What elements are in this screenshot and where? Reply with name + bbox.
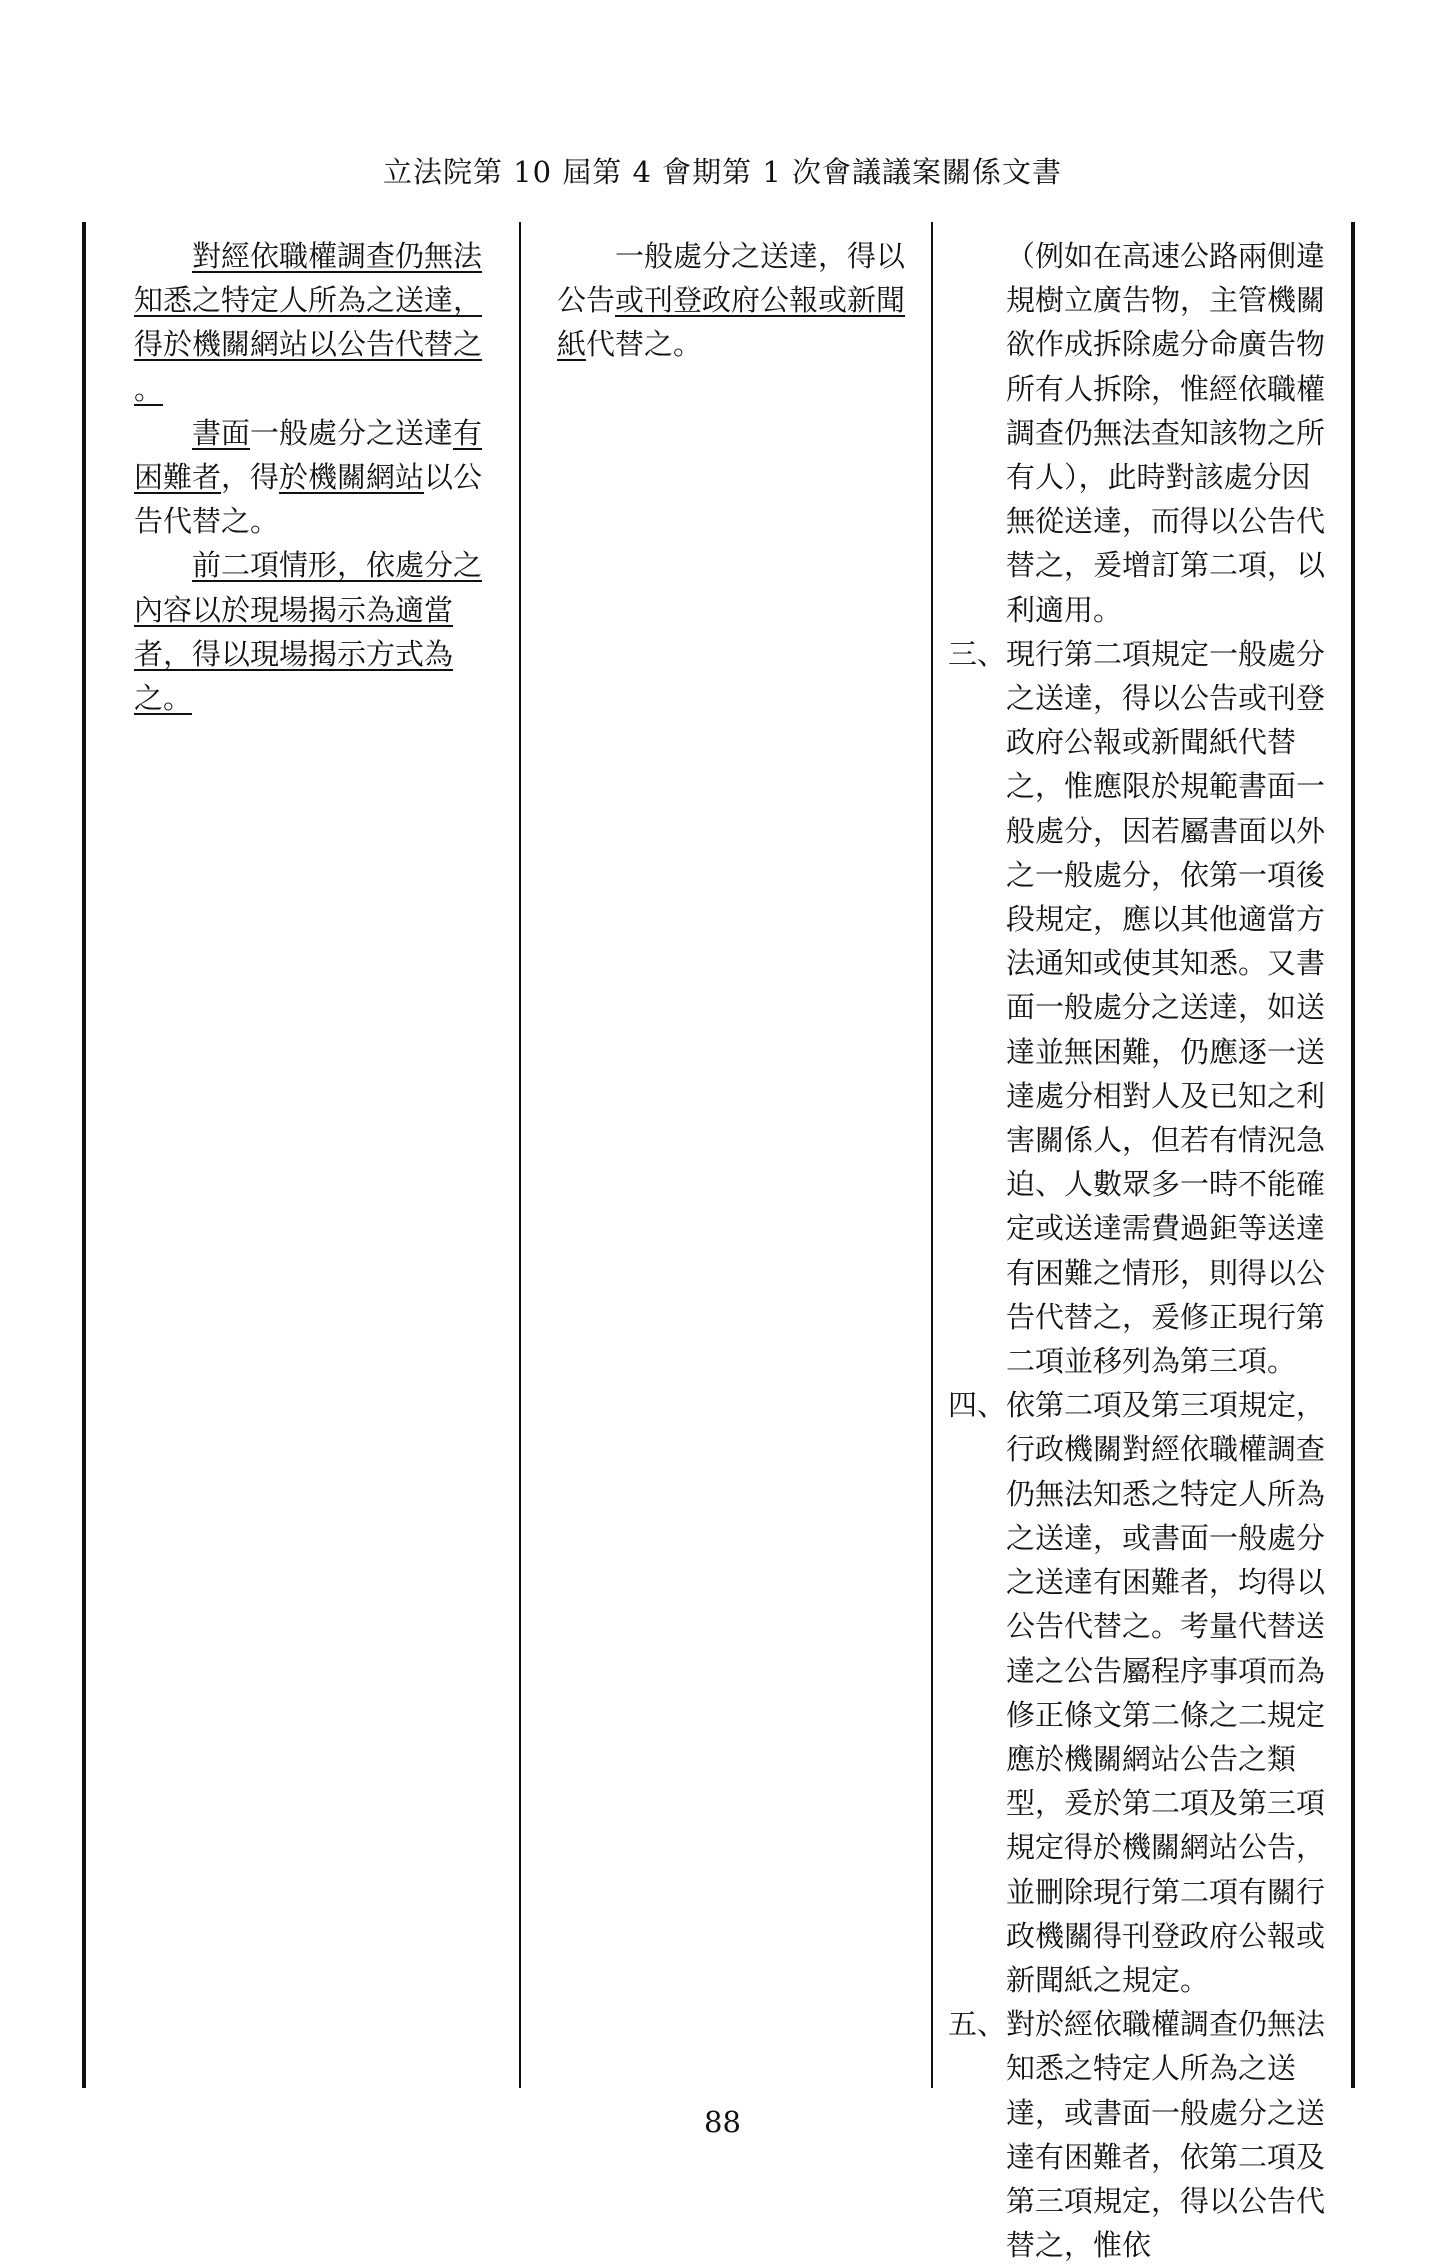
explanation-item-text: 現行第二項規定一般處分之送達，得以公告或刊登政府公報或新聞紙代替之，惟應限於規範書面一般處分，因若屬書面以外之一般處分，依第一項後段規定，應以其他適當方法通知或使其知悉。又書面一般處分之送達，如送達並無困難，仍應逐一送達處分相對人及已知之利害關係人，但若有情況急迫、人數眾多一時不能確定或送達需費過鉅等送達有困難之情形，則得以公告代替之，爰修正現行第二項並移列為第三項。	[1006, 636, 1326, 1379]
explanation-column	[948, 234, 1328, 2267]
amended-paragraph-1	[134, 234, 494, 411]
amended-p2-part-f: 以公告代替之。	[134, 460, 483, 539]
amended-paragraph-3	[134, 543, 494, 720]
amended-paragraph-3-text: 前二項情形，依處分之內容以於現場揭示為適當者，得以現場揭示方式為之。	[134, 548, 483, 716]
column-divider-1	[519, 222, 521, 2088]
explanation-item-text: 依第二項及第三項規定，行政機關對經依職權調查仍無法知悉之特定人所為之送達，或書面一般處分之送達有困難者，均得以公告代替之。考量代替送達之公告屬程序事項而為修正條文第二條之二規定應於機關網站公告之類型，爰於第二項及第三項規定得於機關網站公告，並刪除現行第二項有關行政機關得刊登政府公報或新聞紙之規定。	[1006, 1388, 1326, 1997]
amended-p2-part-d: ，得	[221, 460, 280, 495]
current-p1-part-1: 一般處分之送達，得以公告	[557, 239, 906, 318]
explanation-item-4	[948, 1383, 1328, 2002]
table-left-border	[82, 222, 86, 2088]
amended-p2-part-e: 於機關網站	[279, 460, 425, 495]
explanation-item-text: 對於經依職權調查仍無法知悉之特定人所為之送達，或書面一般處分之送達有困難者，依第二項及第三項規定，得以公告代替之，惟依	[1006, 2007, 1326, 2263]
current-p1-part-2: 或刊登政府公報或新聞紙	[557, 283, 906, 362]
current-text-column	[557, 234, 917, 367]
table-right-border	[1351, 222, 1355, 2088]
amended-text-column	[134, 234, 494, 720]
amended-paragraph-1-period: 。	[134, 371, 164, 406]
amended-p2-part-c: 有困難者	[134, 415, 483, 495]
explanation-continuation: （例如在高速公路兩側違規樹立廣告物，主管機關欲作成拆除處分命廣告物所有人拆除，惟經依職權調查仍無法查知該物之所有人），此時對該處分因無從送達，而得以公告代替之，爰增訂第二項，以利適用。	[1006, 239, 1326, 627]
column-divider-2	[931, 222, 933, 2088]
explanation-item-number: 三、	[948, 636, 1007, 671]
current-p1-part-3: 代替之。	[586, 327, 703, 362]
amended-paragraph-2	[134, 411, 494, 544]
current-paragraph-1	[557, 234, 917, 367]
explanation-item-number: 四、	[948, 1388, 1007, 1423]
amended-paragraph-1-text: 對經依職權調查仍無法知悉之特定人所為之送達，得於機關網站以公告代替之	[134, 239, 483, 362]
amended-p2-part-b: 一般處分之送達	[250, 415, 454, 450]
amended-p2-part-a: 書面	[192, 415, 251, 450]
document-header: 立法院第 10 屆第 4 會期第 1 次會議議案關係文書	[382, 155, 1063, 189]
explanation-item-number: 五、	[948, 2007, 1007, 2042]
explanation-item-3	[948, 632, 1328, 1383]
page-number: 88	[704, 2105, 741, 2139]
